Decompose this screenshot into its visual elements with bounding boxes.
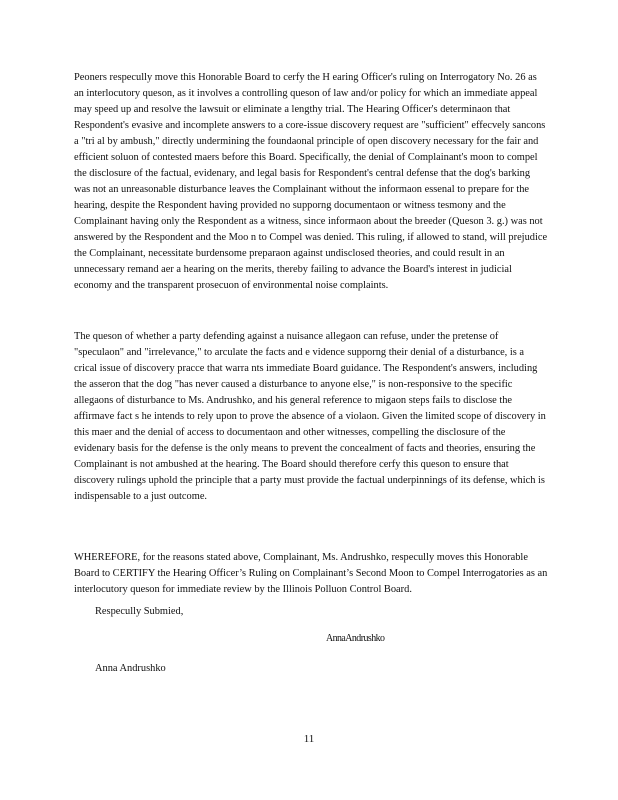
- signature: AnnaAndrushko: [326, 632, 385, 644]
- closing-salutation: Respecully Submied,: [95, 606, 184, 617]
- paragraph-certification-request: Peoners respecully move this Honorable Board to cerfy the H earing Officer's ruling on Interrogatory No. 26 as an interlocutory queson, as it involves a controlling queson of law and/or policy for which an immediate appeal may speed up and resolve the lawsuit or eliminate a lengthy trial. The Hearing Officer's determinaon that Respondent's evasive and incomplete answers to a core-issue discovery request are "sufficient" effecvely sancons a "tri al by ambush," directly undermining the foundaonal principle of open discovery necessary for the fair and efficient soluon of contested maers before this Board. Specifically, the denial of Complainant's moon to compel the disclosure of the factual, evidenary, and legal basis for Respondent's central defense that the dog's barking was not an unreasonable disturbance leaves the Complainant without the informaon essenal to prepare for the hearing, despite the Respondent having provided no supporng documentaon or witness tesmony and the Complainant having only the Respondent as a witness, since informaon about the breeder (Queson 3. g.) was not answered by the Respondent and the Moo n to Compel was denied. This ruling, if allowed to stand, will prejudice the Complainant, necessitate burdensome preparaon against undisclosed theories, and could result in an unnecessary remand aer a hearing on the merits, thereby failing to advance the Board's interest in judicial economy and the transparent prosecuon of environmental noise complaints.: [74, 72, 548, 291]
- paragraph-wherefore: WHEREFORE, for the reasons stated above, Complainant, Ms. Andrushko, respecully moves this Honorable Board to CERTIFY the Hearing Officer’s Ruling on Complainant’s Second Moon to Compel Interrogatories as an interlocutory queson for immediate review by the Illinois Polluon Control Board.: [74, 552, 548, 595]
- signer-name: Anna Andrushko: [95, 663, 166, 674]
- paragraph-discovery-issue: The queson of whether a party defending against a nuisance allegaon can refuse, under the pretense of "speculaon" and "irrelevance," to arculate the facts and e vidence supporng their denial of a disturbance, is a crical issue of discovery pracce that warra nts immediate Board guidance. The Respondent's answers, including the asseron that the dog "has never caused a disturbance to anyone else," is non-responsive to the specific allegaons of disturbance to Ms. Andrushko, and his general reference to migaon steps fails to disclose the affirmave fact s he intends to rely upon to prove the absence of a violaon. Given the limited scope of discovery in this maer and the denial of access to documentaon and other witnesses, compelling the disclosure of the evidenary basis for the defense is the only means to prevent the concealment of facts and theories, ensuring the Complainant is not ambushed at the hearing. The Board should therefore cerfy this queson to ensure that discovery rulings uphold the principle that a party must provide the factual underpinnings of its defense, which is indispensable to a just outcome.: [74, 331, 546, 502]
- page-number: 11: [303, 733, 315, 745]
